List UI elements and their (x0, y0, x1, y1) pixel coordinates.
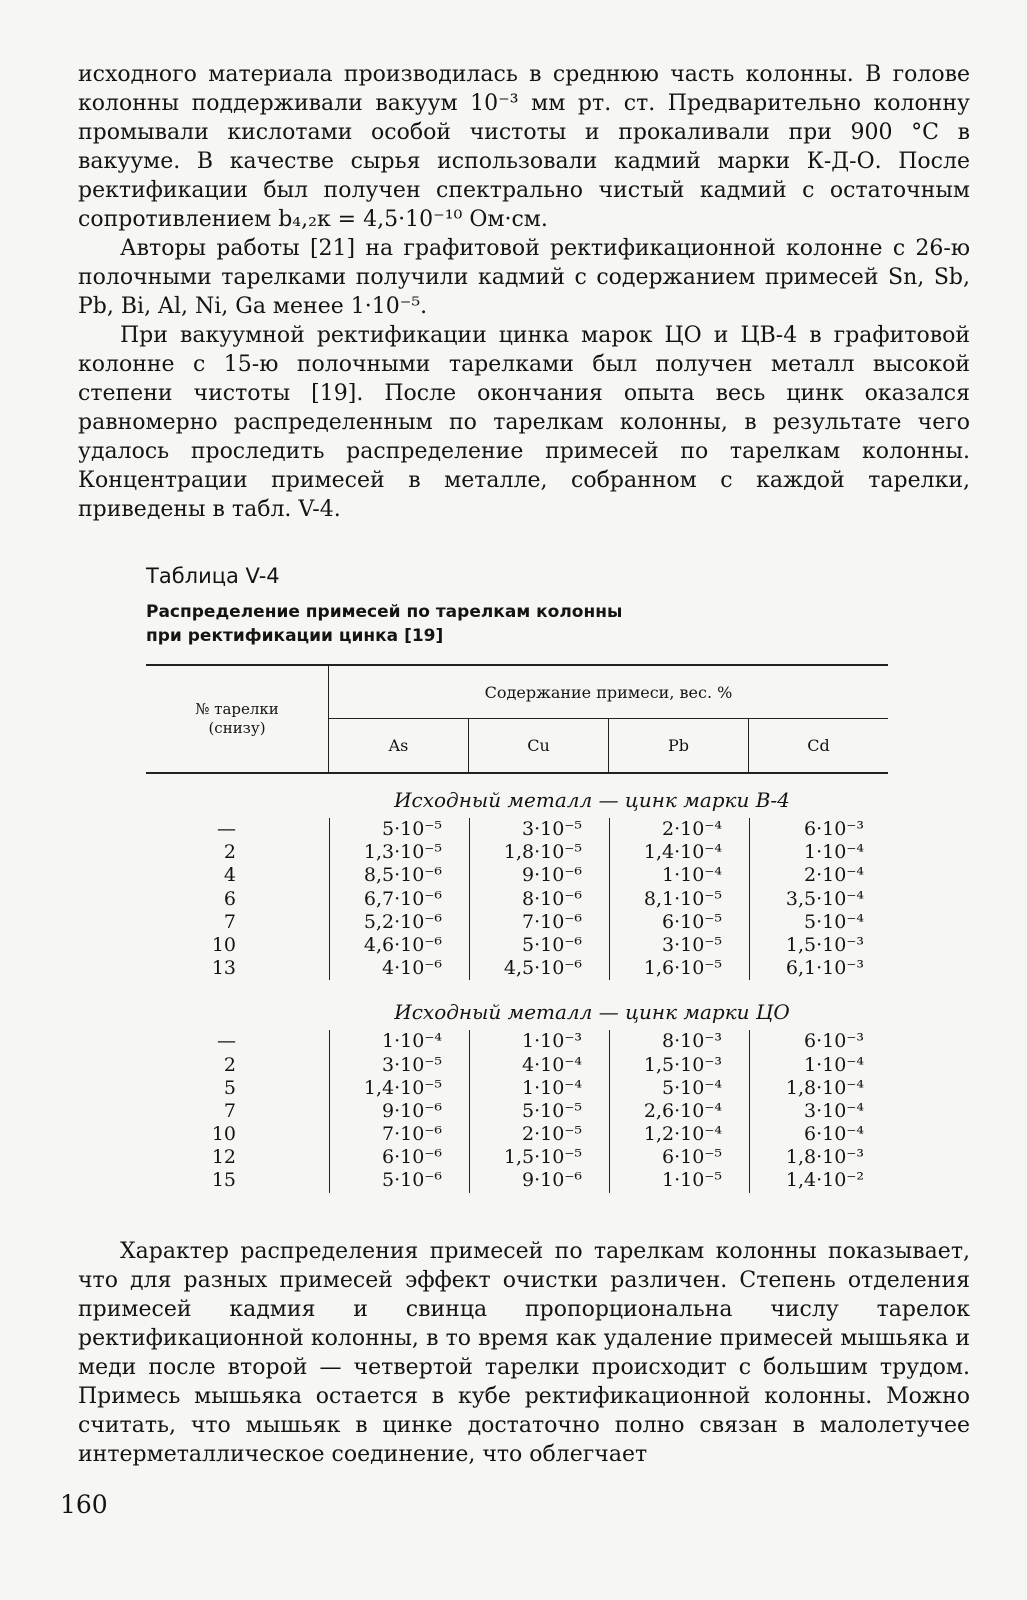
pb-value-cell: 6·10⁻⁵ (662, 910, 722, 933)
table-row (146, 841, 888, 864)
cu-value-cell: 9·10⁻⁶ (522, 864, 582, 887)
cd-cell (748, 864, 888, 887)
section-rows (146, 1030, 888, 1192)
as-value-cell: 6·10⁻⁶ (382, 1146, 442, 1169)
cd-value-cell: 1·10⁻⁴ (804, 841, 864, 864)
cu-cell (468, 864, 608, 887)
plate-cell: 13 (211, 957, 236, 980)
cd-value-cell: 3,5·10⁻⁴ (785, 887, 864, 910)
pb-cell (608, 1054, 748, 1077)
pb-value-cell: 6·10⁻⁵ (662, 1146, 722, 1169)
pb-cell (608, 888, 748, 911)
cd-cell (748, 1169, 888, 1192)
section-title: Исходный металл — цинк марки В-4 (394, 788, 790, 812)
cd-cell (748, 934, 888, 957)
column-rule (609, 818, 610, 980)
plate-header-line-1: № тарелки (195, 700, 279, 718)
column-rule (749, 818, 750, 980)
pb-cell (608, 1030, 748, 1053)
cd-value-cell: 1,4·10⁻² (785, 1169, 864, 1192)
as-value-cell: 4·10⁻⁶ (382, 957, 442, 980)
cu-cell (468, 1169, 608, 1192)
as-cell (328, 911, 468, 934)
as-value-cell: 1,3·10⁻⁵ (363, 841, 442, 864)
cd-cell (748, 1054, 888, 1077)
cu-value-cell: 9·10⁻⁶ (522, 1169, 582, 1192)
as-value-cell: 5,2·10⁻⁶ (363, 910, 442, 933)
cu-value-cell: 7·10⁻⁶ (522, 910, 582, 933)
table-row (146, 1169, 888, 1192)
as-cell (328, 1100, 468, 1123)
cd-value-cell: 2·10⁻⁴ (804, 864, 864, 887)
cd-cell (748, 1030, 888, 1053)
pb-cell (608, 1169, 748, 1192)
plate-cell: 4 (223, 864, 236, 887)
table-header (146, 664, 888, 774)
cu-value-cell: 1,8·10⁻⁵ (503, 841, 582, 864)
cu-cell (468, 818, 608, 841)
pb-cell (608, 864, 748, 887)
impurity-table (146, 664, 888, 1193)
cd-cell (748, 1100, 888, 1123)
column-header-pb: Pb (609, 719, 749, 772)
as-value-cell: 6,7·10⁻⁶ (363, 887, 442, 910)
column-header-as: As (329, 719, 469, 772)
pb-cell (608, 957, 748, 980)
cd-cell (748, 1077, 888, 1100)
plate-cell: 10 (211, 933, 236, 956)
cu-value-cell: 1·10⁻⁴ (522, 1076, 582, 1099)
table-row (146, 1077, 888, 1100)
plate-cell: 10 (211, 1123, 236, 1146)
as-cell (328, 1054, 468, 1077)
table-row (146, 934, 888, 957)
column-rule (329, 1030, 330, 1192)
cd-cell (748, 1146, 888, 1169)
table-row (146, 911, 888, 934)
as-cell (328, 818, 468, 841)
plate-cell: — (217, 818, 236, 840)
pb-value-cell: 1,2·10⁻⁴ (643, 1123, 722, 1146)
cu-value-cell: 2·10⁻⁵ (522, 1123, 582, 1146)
pb-value-cell: 5·10⁻⁴ (662, 1076, 722, 1099)
pb-cell (608, 1077, 748, 1100)
cu-cell (468, 841, 608, 864)
as-cell (328, 1030, 468, 1053)
table-label: Таблица V-4 (146, 564, 280, 588)
plate-cell: 6 (223, 887, 236, 910)
pb-value-cell: 1,5·10⁻³ (643, 1053, 722, 1076)
cu-value-cell: 1·10⁻³ (522, 1030, 582, 1053)
cu-cell (468, 1030, 608, 1053)
table-section-1 (146, 788, 888, 980)
table-row (146, 1146, 888, 1169)
cd-cell (748, 1123, 888, 1146)
plate-column-header (146, 666, 329, 772)
table-section-2 (146, 1000, 888, 1192)
section-rows (146, 818, 888, 980)
table-row (146, 818, 888, 841)
cu-value-cell: 3·10⁻⁵ (522, 818, 582, 840)
pb-value-cell: 1·10⁻⁴ (662, 864, 722, 887)
cu-value-cell: 1,5·10⁻⁵ (503, 1146, 582, 1169)
plate-cell: 7 (223, 910, 236, 933)
table-row (146, 1123, 888, 1146)
column-rule (749, 1030, 750, 1192)
page-content (78, 60, 970, 1469)
cu-cell (468, 911, 608, 934)
as-cell (328, 934, 468, 957)
cu-cell (468, 1077, 608, 1100)
pb-value-cell: 1,4·10⁻⁴ (643, 841, 722, 864)
as-value-cell: 1,4·10⁻⁵ (363, 1076, 442, 1099)
table-row (146, 1030, 888, 1053)
page-number: 160 (60, 1490, 108, 1519)
cu-cell (468, 957, 608, 980)
column-header-cu: Cu (469, 719, 609, 772)
cu-value-cell: 5·10⁻⁶ (522, 933, 582, 956)
paragraph-4: Характер распределения примесей по тарелкам колонны показывает, что для разных примесей эффект очистки различен. Степень отделения примесей кадмия и свинца пропорциональна числу тарелок ректификационной колонны, в то время как удаление примесей мышьяка и меди после второй — четвертой тарелки происходит с большим трудом. Примесь мышьяка остается в кубе ректификационной колонны. Можно считать, что мышьяк в цинке достаточно полно связан в малолетучее интерметаллическое соединение, что облегчает (78, 1238, 970, 1467)
cu-cell (468, 1054, 608, 1077)
pb-value-cell: 3·10⁻⁵ (662, 933, 722, 956)
content-span-header: Содержание примеси, вес. % (329, 666, 888, 719)
cu-cell (468, 1100, 608, 1123)
cd-value-cell: 6·10⁻³ (804, 1030, 864, 1053)
column-rule (469, 818, 470, 980)
table-row (146, 864, 888, 887)
plate-cell: 7 (223, 1099, 236, 1122)
table-title (146, 600, 970, 648)
as-cell (328, 864, 468, 887)
cd-cell (748, 818, 888, 841)
plate-header-line-2: (снизу) (208, 719, 266, 737)
column-header-cd: Cd (807, 736, 830, 755)
pb-value-cell: 8,1·10⁻⁵ (643, 887, 722, 910)
paragraph-3: При вакуумной ректификации цинка марок ЦО и ЦВ-4 в графитовой колонне с 15-ю полочными тарелками был получен металл высокой степени чистоты [19]. После окончания опыта весь цинк оказался равномерно распределенным по тарелкам колонны, в результате чего удалось проследить распределение примесей по тарелкам колонны. Концентрации примесей в металле, собранном с каждой тарелки, приведены в табл. V-4. (78, 323, 970, 522)
cu-cell (468, 888, 608, 911)
pb-cell (608, 1146, 748, 1169)
table-row (146, 1054, 888, 1077)
cd-value-cell: 6·10⁻⁴ (804, 1123, 864, 1146)
table-title-line-1: Распределение примесей по тарелкам колонны (146, 602, 623, 622)
as-value-cell: 8,5·10⁻⁶ (363, 864, 442, 887)
table-row (146, 1100, 888, 1123)
pb-cell (608, 934, 748, 957)
plate-cell: 15 (211, 1169, 236, 1192)
cd-cell (748, 841, 888, 864)
cd-value-cell: 1,5·10⁻³ (785, 933, 864, 956)
column-rule (329, 818, 330, 980)
as-cell (328, 1123, 468, 1146)
as-cell (328, 888, 468, 911)
as-cell (328, 1169, 468, 1192)
cu-cell (468, 1123, 608, 1146)
pb-value-cell: 2·10⁻⁴ (662, 818, 722, 840)
as-value-cell: 5·10⁻⁶ (382, 1169, 442, 1192)
paragraph-1: исходного материала производилась в среднюю часть колонны. В голове колонны поддерживали вакуум 10⁻³ мм рт. ст. Предварительно колонну промывали кислотами особой чистоты и прокаливали при 900 °C в вакууме. В качестве сырья использовали кадмий марки К-Д-О. После ректификации был получен спектрально чистый кадмий с остаточным сопротивлением b₄,₂к = 4,5·10⁻¹⁰ Ом·см. (78, 62, 970, 232)
column-rule (469, 1030, 470, 1192)
as-cell (328, 957, 468, 980)
pb-cell (608, 911, 748, 934)
pb-value-cell: 8·10⁻³ (662, 1030, 722, 1053)
as-cell (328, 1077, 468, 1100)
plate-cell: 12 (211, 1146, 236, 1169)
plate-cell: 2 (223, 841, 236, 864)
as-cell (328, 841, 468, 864)
as-value-cell: 5·10⁻⁵ (382, 818, 442, 840)
cu-value-cell: 5·10⁻⁵ (522, 1099, 582, 1122)
cd-value-cell: 5·10⁻⁴ (804, 910, 864, 933)
cu-value-cell: 4·10⁻⁴ (522, 1053, 582, 1076)
table-title-line-2: при ректификации цинка [19] (146, 626, 444, 646)
section-title: Исходный металл — цинк марки ЦО (394, 1000, 790, 1025)
pb-cell (608, 1100, 748, 1123)
table-row (146, 957, 888, 980)
plate-cell: — (217, 1030, 236, 1053)
paragraph-2: Авторы работы [21] на графитовой ректификационной колонне с 26-ю полочными тарелками получили кадмий с содержанием примесей Sn, Sb, Pb, Bi, Al, Ni, Ga менее 1·10⁻⁵. (78, 236, 970, 319)
cu-value-cell: 4,5·10⁻⁶ (503, 957, 582, 980)
pb-value-cell: 2,6·10⁻⁴ (643, 1099, 722, 1122)
pb-value-cell: 1,6·10⁻⁵ (643, 957, 722, 980)
cu-cell (468, 1146, 608, 1169)
plate-cell: 5 (223, 1076, 236, 1099)
cd-value-cell: 3·10⁻⁴ (804, 1099, 864, 1122)
as-value-cell: 1·10⁻⁴ (382, 1030, 442, 1053)
as-value-cell: 9·10⁻⁶ (382, 1099, 442, 1122)
pb-cell (608, 841, 748, 864)
plate-cell: 2 (223, 1053, 236, 1076)
cu-cell (468, 934, 608, 957)
as-value-cell: 3·10⁻⁵ (382, 1053, 442, 1076)
column-rule (609, 1030, 610, 1192)
pb-value-cell: 1·10⁻⁵ (662, 1169, 722, 1192)
cd-value-cell: 6,1·10⁻³ (785, 957, 864, 980)
as-cell (328, 1146, 468, 1169)
cd-value-cell: 1,8·10⁻³ (785, 1146, 864, 1169)
pb-cell (608, 818, 748, 841)
cu-value-cell: 8·10⁻⁶ (522, 887, 582, 910)
cd-cell (748, 911, 888, 934)
cd-cell (748, 888, 888, 911)
cd-value-cell: 1·10⁻⁴ (804, 1053, 864, 1076)
cd-cell (748, 957, 888, 980)
as-value-cell: 7·10⁻⁶ (382, 1123, 442, 1146)
cd-value-cell: 6·10⁻³ (804, 818, 864, 840)
pb-cell (608, 1123, 748, 1146)
table-row (146, 888, 888, 911)
cd-value-cell: 1,8·10⁻⁴ (785, 1076, 864, 1099)
as-value-cell: 4,6·10⁻⁶ (363, 933, 442, 956)
